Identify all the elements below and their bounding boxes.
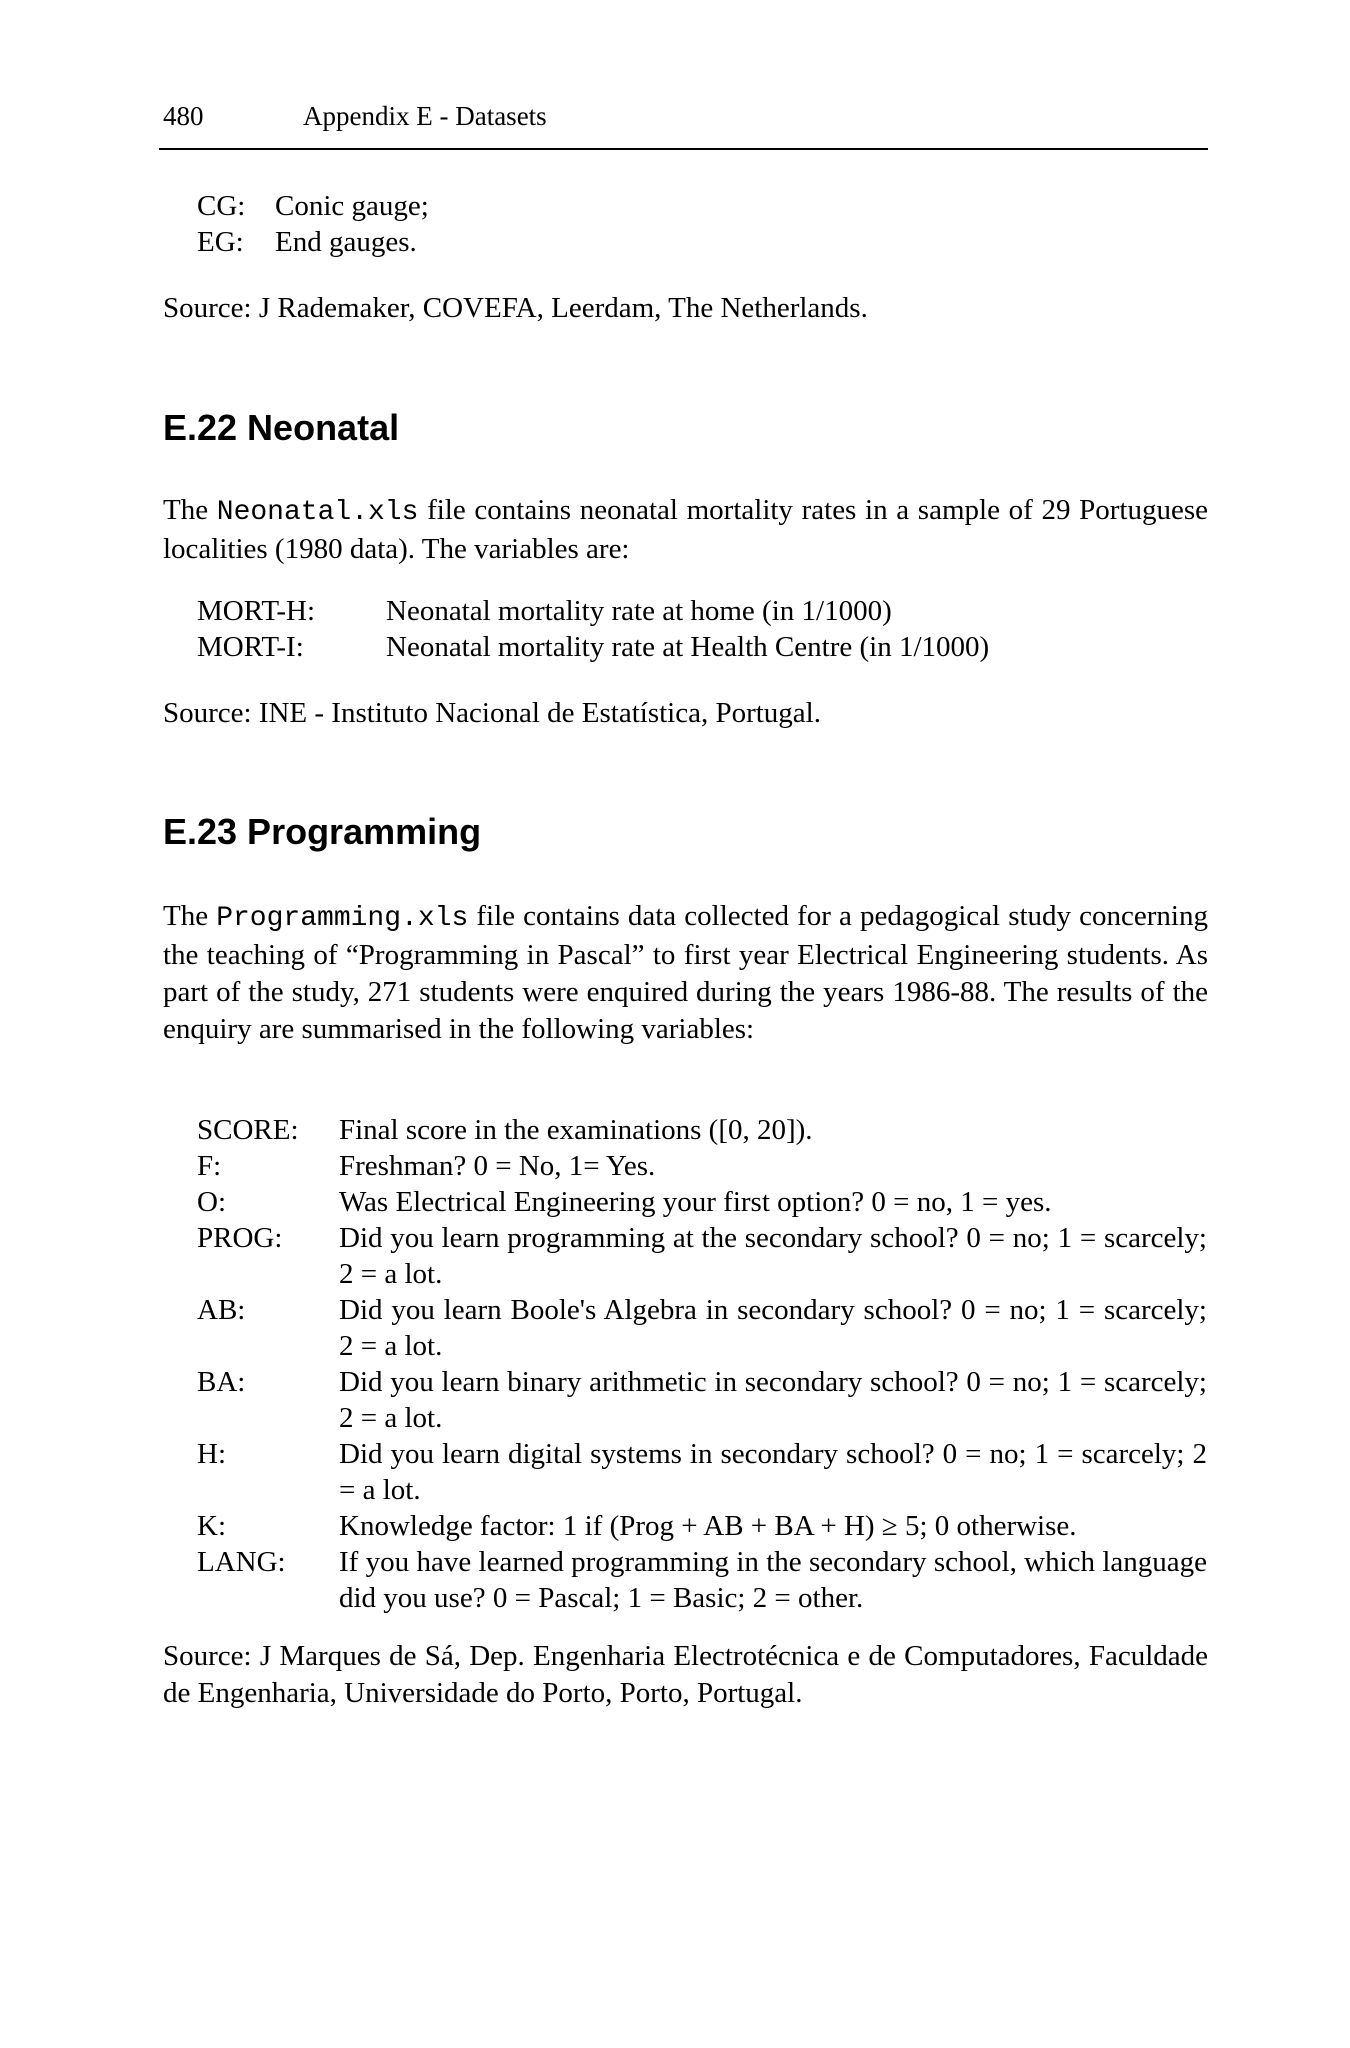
variable-description: Final score in the examinations ([0, 20]). bbox=[339, 1114, 813, 1146]
intro-pre: The bbox=[163, 900, 217, 932]
variable-name: AB: bbox=[197, 1294, 246, 1326]
variable-name: O: bbox=[197, 1186, 226, 1218]
header-rule bbox=[159, 148, 1208, 150]
programming-variable-list bbox=[197, 1112, 1207, 1616]
variable-description: Freshman? 0 = No, 1= Yes. bbox=[339, 1150, 656, 1182]
running-title: Appendix E - Datasets bbox=[303, 101, 547, 131]
variable-row bbox=[197, 593, 1197, 629]
variable-row bbox=[197, 1364, 1207, 1436]
running-header bbox=[163, 98, 1210, 134]
variable-description: Neonatal mortality rate at Health Centre (in 1/1000) bbox=[386, 631, 990, 663]
variable-row bbox=[197, 188, 1097, 224]
variable-description: Did you learn Boole's Algebra in secondary school? 0 = no; 1 = scarcely; 2 = a lot. bbox=[339, 1294, 1207, 1362]
source-text: Source: INE - Instituto Nacional de Estatística, Portugal. bbox=[163, 697, 821, 729]
gauge-variable-list bbox=[197, 188, 1097, 260]
variable-description: If you have learned programming in the secondary school, which language did you use? 0 = Pascal; 1 = Basic; 2 = other. bbox=[339, 1546, 1207, 1614]
variable-description: Knowledge factor: 1 if (Prog + AB + BA + H) ≥ 5; 0 otherwise. bbox=[339, 1510, 1077, 1542]
variable-description: Neonatal mortality rate at home (in 1/1000) bbox=[386, 595, 892, 627]
variable-row bbox=[197, 1112, 1207, 1148]
intro-pre: The bbox=[163, 494, 217, 526]
intro-post: file contains data collected for a pedagogical study concerning the teaching of “Programming in Pascal” to first year Electrical Engineering students. As part of the study, 271 students were enquired during the years 1986-88. The results of the enquiry are summarised in the following variables: bbox=[163, 900, 1208, 1045]
variable-name: H: bbox=[197, 1438, 226, 1470]
source-text: Source: J Marques de Sá, Dep. Engenharia Electrotécnica e de Computadores, Faculdade de Engenharia, Universidade do Porto, Porto, Portugal. bbox=[163, 1640, 1208, 1709]
section-neonatal-heading bbox=[163, 406, 1208, 450]
variable-name: EG: bbox=[197, 226, 244, 258]
variable-row bbox=[197, 1508, 1207, 1544]
section-heading: E.23 Programming bbox=[163, 811, 482, 852]
file-name: Programming.xls bbox=[216, 903, 469, 934]
variable-description: Did you learn digital systems in secondary school? 0 = no; 1 = scarcely; 2 = a lot. bbox=[339, 1438, 1207, 1506]
source-programming bbox=[163, 1638, 1208, 1712]
variable-row bbox=[197, 1148, 1207, 1184]
intro-paragraph bbox=[163, 492, 1208, 568]
variable-description: Was Electrical Engineering your first option? 0 = no, 1 = yes. bbox=[339, 1186, 1052, 1218]
variable-name: BA: bbox=[197, 1366, 246, 1398]
variable-name: SCORE: bbox=[197, 1114, 299, 1146]
neonatal-variable-list bbox=[197, 593, 1197, 665]
intro-post: file contains neonatal mortality rates in a sample of 29 Portuguese localities (1980 data). The variables are: bbox=[163, 494, 1208, 565]
source-neonatal bbox=[163, 695, 1208, 732]
variable-row bbox=[197, 629, 1197, 665]
variable-name: MORT-H: bbox=[197, 595, 316, 627]
variable-row bbox=[197, 1184, 1207, 1220]
programming-intro bbox=[163, 898, 1208, 1048]
variable-description: Did you learn programming at the secondary school? 0 = no; 1 = scarcely; 2 = a lot. bbox=[339, 1222, 1207, 1290]
neonatal-intro bbox=[163, 492, 1208, 568]
variable-row bbox=[197, 1292, 1207, 1364]
variable-name: CG: bbox=[197, 190, 246, 222]
variable-row bbox=[197, 224, 1097, 260]
variable-name: F: bbox=[197, 1150, 222, 1182]
file-name: Neonatal.xls bbox=[216, 497, 419, 528]
source-text: Source: J Rademaker, COVEFA, Leerdam, The Netherlands. bbox=[163, 292, 868, 324]
variable-name: K: bbox=[197, 1510, 226, 1542]
section-heading: E.22 Neonatal bbox=[163, 407, 400, 448]
variable-row bbox=[197, 1544, 1207, 1616]
section-programming-heading bbox=[163, 810, 1208, 854]
intro-paragraph bbox=[163, 898, 1208, 1048]
variable-name: MORT-I: bbox=[197, 631, 304, 663]
page-number: 480 bbox=[163, 101, 204, 131]
source-gauge bbox=[163, 290, 1208, 327]
variable-name: PROG: bbox=[197, 1222, 283, 1254]
variable-description: End gauges. bbox=[275, 226, 417, 258]
variable-description: Conic gauge; bbox=[275, 190, 429, 222]
variable-description: Did you learn binary arithmetic in secondary school? 0 = no; 1 = scarcely; 2 = a lot. bbox=[339, 1366, 1207, 1434]
variable-row bbox=[197, 1436, 1207, 1508]
variable-name: LANG: bbox=[197, 1546, 286, 1578]
variable-row bbox=[197, 1220, 1207, 1292]
